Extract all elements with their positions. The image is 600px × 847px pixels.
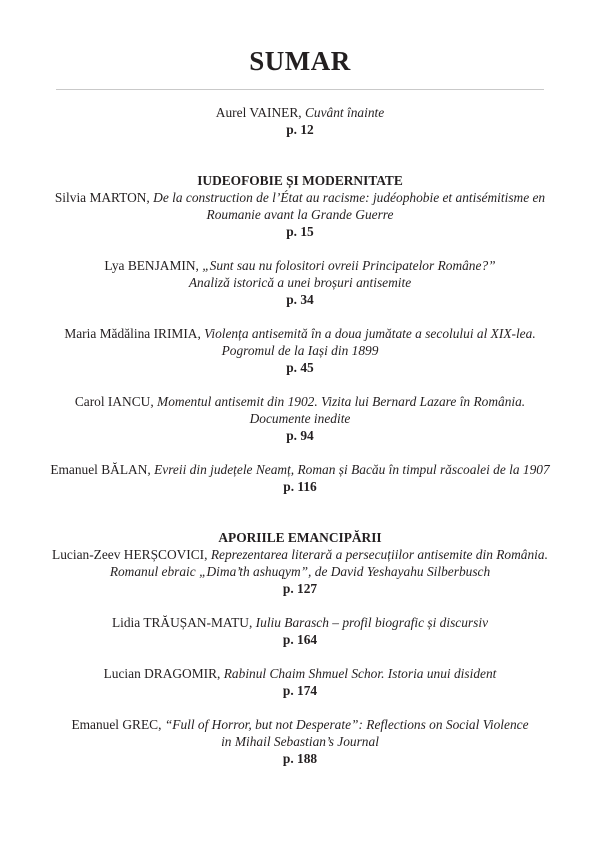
entry-page: p. 174 bbox=[282, 683, 318, 698]
entry-page: p. 45 bbox=[286, 360, 314, 375]
spacer bbox=[40, 648, 560, 665]
toc-entry bbox=[40, 393, 560, 444]
entry-work-continued: Pogromul de la Iași din 1899 bbox=[221, 343, 379, 358]
entry-author: Aurel VAINER, bbox=[215, 105, 302, 120]
toc-section bbox=[40, 172, 560, 495]
entry-page: p. 188 bbox=[282, 751, 318, 766]
toc-content bbox=[40, 104, 560, 767]
entry-work: “Full of Horror, but not Desperate”: Reflections on Social Violence bbox=[164, 717, 529, 732]
entry-page: p. 34 bbox=[286, 292, 314, 307]
entry-work: Iuliu Barasch – profil biografic și discursiv bbox=[255, 615, 489, 630]
toc-entry bbox=[40, 325, 560, 376]
entry-line bbox=[40, 104, 560, 121]
section-heading: APORIILE EMANCIPĂRII bbox=[218, 530, 382, 545]
entry-author: Lucian DRAGOMIR, bbox=[103, 666, 221, 681]
entry-author: Emanuel BĂLAN, bbox=[50, 462, 151, 477]
entry-line bbox=[40, 716, 560, 733]
entry-work-continued: Analiză istorică a unei broșuri antisemite bbox=[188, 275, 412, 290]
entry-work-continued: Roumanie avant la Grande Guerre bbox=[206, 207, 394, 222]
entry-page: p. 15 bbox=[286, 224, 314, 239]
entry-work: Violența antisemită în a doua jumătate a secolului al XIX-lea. bbox=[204, 326, 536, 341]
toc-entry bbox=[40, 461, 560, 495]
toc-entry bbox=[40, 189, 560, 240]
toc-entry bbox=[40, 716, 560, 767]
entry-page: p. 127 bbox=[282, 581, 318, 596]
entry-line bbox=[40, 393, 560, 410]
entry-work-continued: Documente inedite bbox=[249, 411, 351, 426]
entry-line bbox=[40, 665, 560, 682]
spacer bbox=[40, 597, 560, 614]
entry-page: p. 12 bbox=[286, 122, 314, 137]
entry-author: Maria Mădălina IRIMIA, bbox=[64, 326, 201, 341]
spacer bbox=[40, 699, 560, 716]
toc-entry bbox=[40, 104, 560, 138]
entry-work: „Sunt sau nu folositori ovreii Principatelor Române?” bbox=[202, 258, 496, 273]
entry-page: p. 164 bbox=[282, 632, 318, 647]
spacer bbox=[40, 138, 560, 172]
entry-author: Emanuel GREC, bbox=[71, 717, 162, 732]
entry-line bbox=[40, 325, 560, 342]
entry-work-continued: Romanul ebraic „Dima’th ashuqym”, de David Yeshayahu Silberbusch bbox=[109, 564, 491, 579]
spacer bbox=[40, 495, 560, 529]
entry-work-continued: in Mihail Sebastian’s Journal bbox=[221, 734, 379, 749]
entry-author: Lidia TRĂUȘAN-MATU, bbox=[111, 615, 253, 630]
toc-entry bbox=[40, 614, 560, 648]
entry-work: Rabinul Chaim Shmuel Schor. Istoria unui disident bbox=[223, 666, 497, 681]
toc-entry bbox=[40, 546, 560, 597]
toc-entry bbox=[40, 665, 560, 699]
spacer bbox=[40, 444, 560, 461]
entry-author: Silvia MARTON, bbox=[54, 190, 150, 205]
entry-line bbox=[40, 614, 560, 631]
entry-work: Reprezentarea literară a persecuțiilor antisemite din România. bbox=[210, 547, 548, 562]
entry-line bbox=[40, 257, 560, 274]
entry-author: Lya BENJAMIN, bbox=[104, 258, 199, 273]
entry-author: Carol IANCU, bbox=[74, 394, 154, 409]
entry-author: Lucian-Zeev HERȘCOVICI, bbox=[52, 547, 208, 562]
entry-line bbox=[40, 461, 560, 478]
spacer bbox=[40, 308, 560, 325]
title-rule bbox=[56, 89, 544, 90]
entry-line bbox=[40, 189, 560, 206]
entry-line bbox=[40, 546, 560, 563]
entry-work: De la construction de l’État au racisme: judéophobie et antisémitisme en bbox=[153, 190, 546, 205]
toc-entry bbox=[40, 257, 560, 308]
toc-section bbox=[40, 529, 560, 767]
entry-page: p. 94 bbox=[286, 428, 314, 443]
entry-work: Momentul antisemit din 1902. Vizita lui Bernard Lazare în România. bbox=[157, 394, 526, 409]
section-heading: IUDEOFOBIE ȘI MODERNITATE bbox=[197, 173, 403, 188]
page-title: SUMAR bbox=[249, 46, 351, 76]
entry-page: p. 116 bbox=[283, 479, 317, 494]
entry-work: Evreii din județele Neamț, Roman și Bacău în timpul răscoalei de la 1907 bbox=[154, 462, 550, 477]
entry-work: Cuvânt înainte bbox=[304, 105, 385, 120]
spacer bbox=[40, 240, 560, 257]
spacer bbox=[40, 376, 560, 393]
